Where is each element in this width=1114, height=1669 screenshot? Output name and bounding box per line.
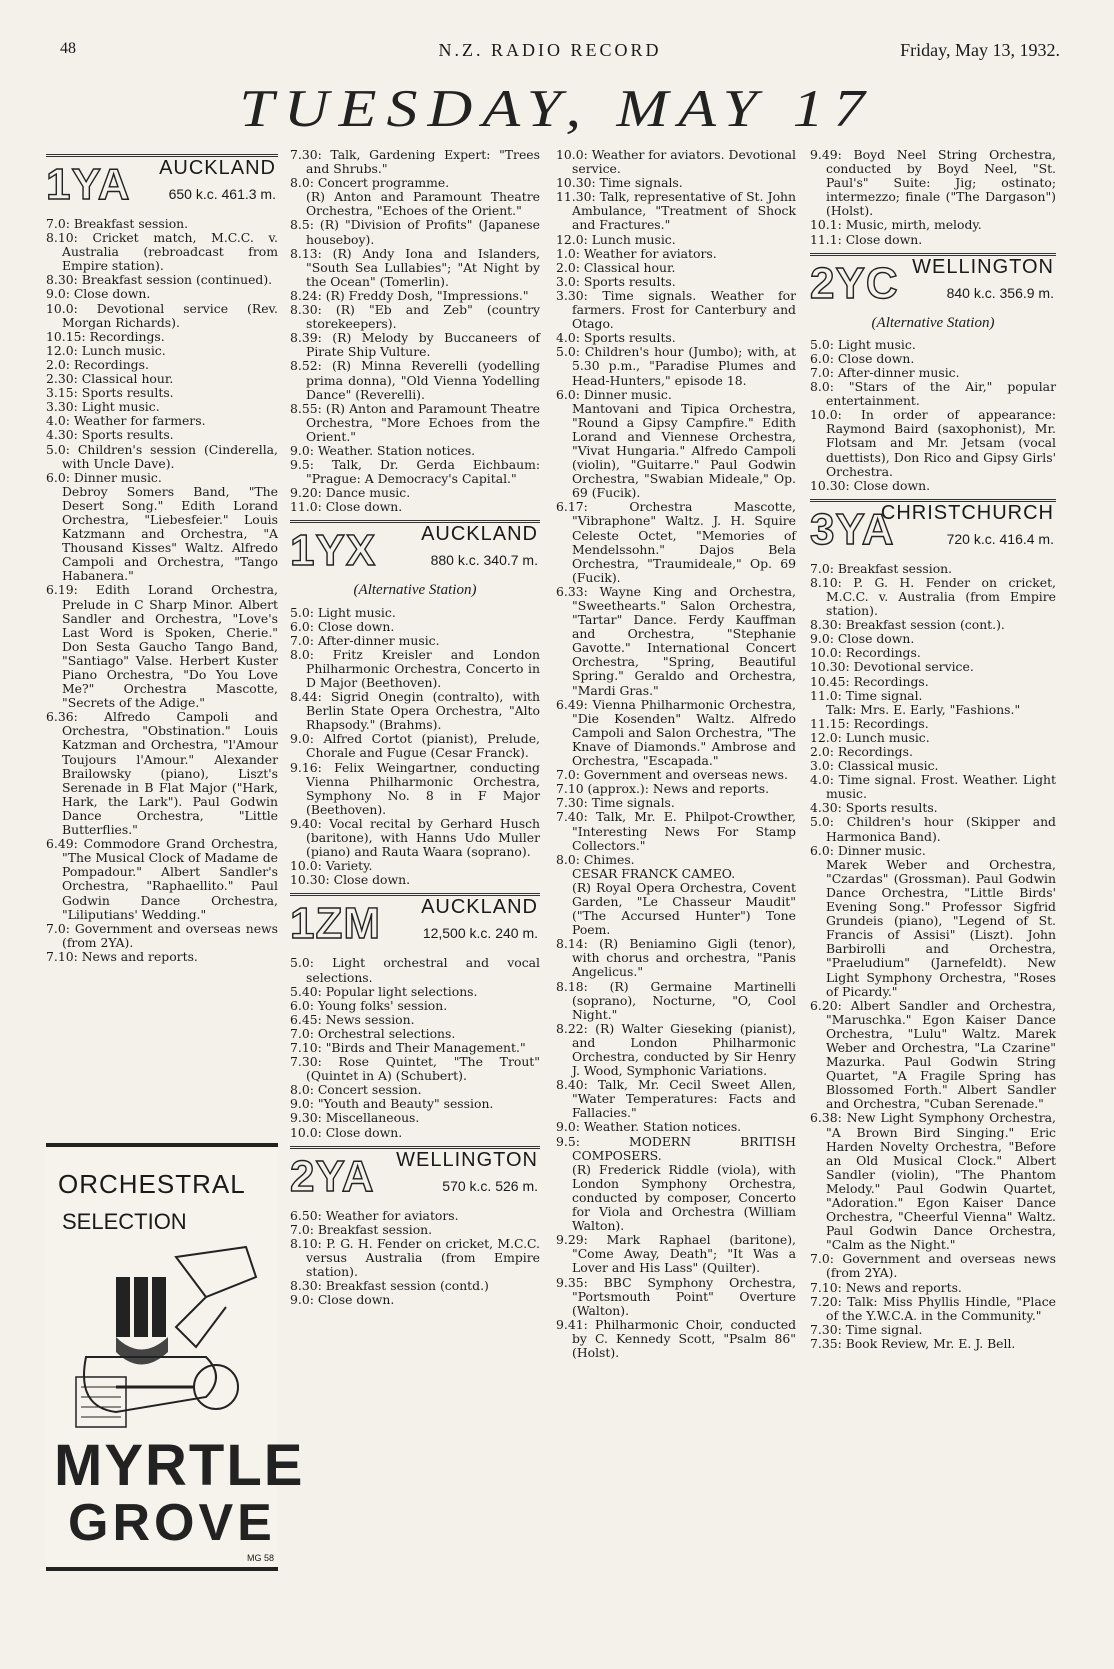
- program-entry: 5.40: Popular light selections.: [290, 983, 478, 999]
- program-entry: 8.0: Concert session.: [290, 1082, 422, 1098]
- program-list: [290, 1209, 540, 1308]
- program-entry: 10.45: Recordings.: [810, 673, 929, 689]
- program-entry: 9.35: BBC Symphony Orchestra, "Portsmouth Point" Overture (Walton).: [556, 1274, 796, 1318]
- program-entry: Marek Weber and Orchestra, "Czardas" (Grossman). Paul Godwin Dance Orchestra, "Little Birds' Evening Song." Professor Sigfrid Grundeis (piano), "Legend of St. Francis of Assisi" (Liszt). John Barbirolli and Orchestra, "Praeludium" (Jarnefeldt). New Light Symphony Orchestra, "Roses of Picardy.": [826, 856, 1056, 999]
- program-entry: 8.0: Chimes.: [556, 851, 635, 867]
- program-entry: 11.0: Close down.: [290, 499, 403, 515]
- program-entry: 4.0: Time signal. Frost. Weather. Light music.: [810, 772, 1056, 802]
- program-entry: 9.49: Boyd Neel String Orchestra, conducted by Boyd Neel, "St. Paul's" Suite: Jig; ostinato; intermezzo; finale ("The Dargason") (Holst).: [810, 147, 1056, 219]
- program-entry: 10.30: Close down.: [810, 477, 931, 493]
- program-entry: 2.0: Recordings.: [46, 356, 149, 372]
- program-entry: 8.10: P. G. H. Fender on cricket, M.C.C. v. Australia (from Empire station).: [810, 574, 1056, 619]
- program-entry: 8.30: Breakfast session (contd.): [290, 1278, 489, 1294]
- program-entry: 10.0: Weather for aviators. Devotional service.: [556, 147, 797, 177]
- program-entry: 9.0: Close down.: [290, 1292, 395, 1308]
- station-frequency: 720 k.c. 416.4 m.: [946, 530, 1054, 547]
- program-entry: 9.41: Philharmonic Choir, conducted by C. Kennedy Scott, "Psalm 86" (Holst).: [556, 1316, 796, 1360]
- station-header-2yc: [810, 253, 1056, 310]
- program-entry: 7.30: Rose Quintet, "The Trout" (Quintet in A) (Schubert).: [290, 1054, 540, 1084]
- program-entry: 11.30: Talk, representative of St. John Ambulance, "Treatment of Shock and Fractures.": [556, 189, 796, 233]
- program-entry: 11.0: Time signal.: [810, 687, 923, 703]
- program-entry: 3.15: Sports results.: [46, 385, 174, 401]
- program-entry: 7.20: Talk: Miss Phyllis Hindle, "Place of the Y.W.C.A. in the Community.": [810, 1293, 1056, 1323]
- program-list: [46, 217, 278, 964]
- advertisement: [46, 1143, 305, 1571]
- hand-trumpet-illustration: [56, 1237, 268, 1437]
- program-entry: 6.0: Dinner music.: [556, 386, 672, 402]
- program-entry: 2.30: Classical hour.: [46, 371, 174, 387]
- page-number: 48: [60, 40, 76, 57]
- program-entry: 6.49: Vienna Philharmonic Orchestra, "Die Kosenden" Waltz. Alfredo Campoli and Salon Orchestra, "The Knave of Diamonds." Ambrose and Orchestra, "Escapada.": [556, 696, 796, 769]
- program-entry: 8.55: (R) Anton and Paramount Theatre Orchestra, "More Echoes from the Orient.": [290, 400, 540, 444]
- program-entry: 6.0: Close down.: [810, 350, 915, 366]
- program-entry: 8.24: (R) Freddy Dosh, "Impressions.": [290, 287, 529, 303]
- station-call-sign: 1ZM: [290, 899, 381, 949]
- station-frequency: 840 k.c. 356.9 m.: [946, 284, 1054, 301]
- program-entry: 5.0: Children's hour (Jumbo); with, at 5.30 p.m., "Paradise Plumes and Head-Hunters," episode 18.: [556, 344, 796, 388]
- column-2: [290, 148, 540, 1307]
- program-entry: 10.15: Recordings.: [46, 328, 165, 344]
- program-entry: 6.0: Dinner music.: [46, 469, 162, 485]
- program-entry: 6.17: Orchestra Mascotte, "Vibraphone" Waltz. J. H. Squire Celeste Octet, "Memories of Mendelssohn." Dajos Bela Orchestra, "Traumideale," Op. 69 (Fucik).: [556, 499, 796, 585]
- program-entry: 7.0: Breakfast session.: [290, 1221, 433, 1237]
- program-entry: 7.0: Government and overseas news.: [556, 767, 788, 783]
- program-entry: 10.30: Time signals.: [556, 175, 683, 191]
- program-entry: 7.35: Book Review, Mr. E. J. Bell.: [810, 1335, 1016, 1351]
- program-entry: 3.0: Sports results.: [556, 273, 676, 289]
- station-header-1yx: [290, 520, 540, 577]
- program-entry: 12.0: Lunch music.: [556, 231, 676, 247]
- program-entry: 9.0: Weather. Station notices.: [556, 1119, 742, 1135]
- program-entry: 7.0: Government and overseas news (from 2YA).: [46, 920, 278, 950]
- program-entry: 8.39: (R) Melody by Buccaneers of Pirate Ship Vulture.: [290, 330, 540, 360]
- program-entry: 8.14: (R) Beniamino Gigli (tenor), with chorus and orchestra, "Panis Angelicus.": [556, 936, 796, 980]
- ad-line-myrtle: MYRTLE: [54, 1433, 305, 1498]
- station-call-sign: 3YA: [810, 504, 895, 554]
- column-4: [810, 148, 1056, 1351]
- program-entry: 8.30: Breakfast session (continued).: [46, 272, 273, 288]
- program-entry: 7.40: Talk, Mr. E. Philpot-Crowther, "Interesting News For Stamp Collectors.": [556, 809, 796, 853]
- program-entry: 10.30: Close down.: [290, 872, 411, 888]
- program-entry: 12.0: Lunch music.: [46, 342, 166, 358]
- program-entry: 5.0: Children's hour (Skipper and Harmonica Band).: [810, 814, 1056, 844]
- program-entry: (R) Royal Opera Orchestra, Covent Garden, "Le Chasseur Maudit" ("The Accursed Hunter") Tone Poem.: [572, 879, 796, 938]
- program-entry: 8.10: Cricket match, M.C.C. v. Australia (rebroadcast from Empire station).: [46, 230, 278, 274]
- program-entry: 1.0: Weather for aviators.: [556, 245, 717, 261]
- program-list: [810, 148, 1056, 247]
- program-entry: 6.20: Albert Sandler and Orchestra, "Maruschka." Egon Kaiser Dance Orchestra, "Lulu" Waltz. Marek Weber and Orchestra, "La Czarine" Mazurka. Paul Godwin String Quartet, "A Fragile Spring has Blossomed Forth." Albert Sandler and Orchestra, "Cuban Serenade.": [810, 997, 1056, 1112]
- program-entry: 8.13: (R) Andy Iona and Islanders, "South Sea Lullabies"; "At Night by the Ocean" (Tomerlin).: [290, 245, 540, 289]
- program-entry: Debroy Somers Band, "The Desert Song." Edith Lorand Orchestra, "Liebesfeier." Louis Katzmann and Orchestra, "A Thousand Kisses" Waltz. Alfredo Campoli and Orchestra, "Tango Habanera.": [62, 483, 278, 584]
- ad-line-orchestral: ORCHESTRAL: [58, 1169, 246, 1199]
- program-entry: 5.0: Light music.: [290, 604, 396, 620]
- program-entry: 2.0: Recordings.: [810, 744, 913, 759]
- station-city: AUCKLAND: [159, 157, 276, 179]
- program-entry: 9.29: Mark Raphael (baritone), "Come Away, Death"; "It Was a Lover and His Lass" (Quilter).: [556, 1232, 796, 1276]
- program-entry: 4.0: Sports results.: [556, 330, 676, 346]
- station-city: WELLINGTON: [912, 255, 1054, 278]
- station-call-sign: 1YA: [46, 160, 131, 209]
- station-header-3ya: [810, 499, 1056, 556]
- station-call-sign: 2YA: [290, 1151, 375, 1201]
- program-entry: 6.36: Alfredo Campoli and Orchestra, "Obstination." Louis Katzman and Orchestra, "l'Amour Toujours l'Amour." Alexander Brailowsky (piano), Liszt's Serenade in B Flat Major ("Hark, Hark, the Lark"). Paul Godwin Dance Orchestra, "Little Butterflies.": [46, 709, 278, 838]
- program-entry: 9.40: Vocal recital by Gerhard Husch (baritone), with Hanns Udo Muller (piano) and Rauta Waara (soprano).: [290, 815, 540, 860]
- program-entry: (R) Anton and Paramount Theatre Orchestra, "Echoes of the Orient.": [306, 189, 540, 219]
- program-entry: 4.0: Weather for farmers.: [46, 413, 206, 429]
- program-entry: 9.16: Felix Weingartner, conducting Vienna Philharmonic Orchestra, Symphony No. 8 in F Major (Beethoven).: [290, 759, 540, 817]
- program-entry: 2.0: Classical hour.: [556, 259, 676, 275]
- program-entry: 7.0: Breakfast session.: [810, 560, 953, 576]
- program-entry: 9.5: Talk, Dr. Gerda Eichbaum: "Prague: A Democracy's Capital.": [290, 457, 540, 487]
- program-entry: 10.1: Music, mirth, melody.: [810, 217, 982, 233]
- masthead: N.Z. RADIO RECORD: [438, 40, 662, 60]
- station-city: AUCKLAND: [421, 896, 538, 919]
- program-entry: 9.0: Close down.: [810, 631, 915, 647]
- program-entry: 6.38: New Light Symphony Orchestra, "A Brown Bird Singing." Eric Harden Novelty Orchestra, "Before an Old Musical Clock." Albert Sandler (violin), "The Phantom Melody." Paul Godwin Quartet, "Adoration." Egon Kaiser Dance Orchestra, "Cheerful Vienna" Waltz. Paul Godwin Dance Orchestra, "Calm as the Night.": [810, 1110, 1056, 1253]
- program-entry: CESAR FRANCK CAMEO.: [572, 865, 736, 881]
- program-entry: 10.0: Devotional service (Rev. Morgan Richards).: [46, 300, 278, 330]
- program-entry: 7.0: Orchestral selections.: [290, 1025, 456, 1041]
- program-entry: 7.0: Breakfast session.: [46, 216, 189, 231]
- program-entry: Talk: Mrs. E. Early, "Fashions.": [826, 701, 1021, 717]
- program-entry: 3.0: Classical music.: [810, 758, 939, 774]
- program-entry: 8.5: (R) "Division of Profits" (Japanese houseboy).: [290, 217, 540, 247]
- program-entry: 9.0: Close down.: [46, 286, 151, 302]
- program-entry: 10.0: In order of appearance: Raymond Baird (saxophonist), Mr. Flotsam and Mr. Jetsam (vocal duettists), Don Rico and Gipsy Girls' Orchestra.: [810, 407, 1056, 479]
- program-entry: 8.0: Concert programme.: [290, 175, 450, 191]
- station-frequency: 12,500 k.c. 240 m.: [422, 925, 538, 942]
- program-entry: 10.0: Variety.: [290, 858, 373, 874]
- program-entry: 4.30: Sports results.: [46, 427, 174, 443]
- program-entry: 8.0: "Stars of the Air," popular entertainment.: [810, 379, 1056, 409]
- program-entry: 6.49: Commodore Grand Orchestra, "The Musical Clock of Madame de Pompadour." Albert Sandler's Orchestra, "Raphaellito." Paul Godwin Dance Orchestra, "Liliputians' Wedding.": [46, 836, 278, 922]
- station-header-1zm: [290, 893, 540, 950]
- program-entry: 10.0: Close down.: [290, 1124, 403, 1140]
- program-entry: 5.0: Light orchestral and vocal selections.: [290, 955, 540, 985]
- program-list: [810, 562, 1056, 1351]
- program-entry: 7.0: Government and overseas news (from 2YA).: [810, 1251, 1056, 1281]
- day-title: TUESDAY, MAY 17: [239, 80, 875, 138]
- program-entry: 12.0: Lunch music.: [810, 729, 930, 745]
- program-list: [556, 148, 796, 1360]
- program-entry: 10.30: Devotional service.: [810, 659, 974, 675]
- program-entry: (R) Frederick Riddle (viola), with London Symphony Orchestra, conducted by composer, Concerto for Viola and Orchestra (William Walton).: [572, 1161, 796, 1234]
- program-entry: 9.0: "Youth and Beauty" session.: [290, 1096, 494, 1112]
- alternative-station-label: (Alternative Station): [353, 582, 477, 599]
- program-entry: 7.30: Talk, Gardening Expert: "Trees and Shrubs.": [290, 147, 540, 177]
- station-call-sign: 1YX: [290, 526, 377, 576]
- program-entry: 8.30: (R) "Eb and Zeb" (country storekeepers).: [290, 302, 540, 332]
- program-entry: 5.0: Light music.: [810, 336, 916, 352]
- program-entry: 7.0: After-dinner music.: [810, 364, 960, 380]
- ad-credit: MG 58: [246, 1553, 274, 1563]
- program-entry: 7.10: News and reports.: [810, 1279, 962, 1295]
- program-list: [290, 148, 540, 514]
- program-entry: 6.19: Edith Lorand Orchestra, Prelude in C Sharp Minor. Albert Sandler and Orchestra, "Love's Last Word is Spoken, Cherie." Don Sesta Gaucho Tango Band, "Santiago" Valse. Herbert Kuster Piano Orchestra, "Do You Love Me?" Orchestra Mascotte, "Secrets of the Adige.": [46, 582, 278, 711]
- ad-line-selection: SELECTION: [62, 1209, 187, 1234]
- program-entry: 9.30: Miscellaneous.: [290, 1110, 420, 1126]
- station-frequency: 880 k.c. 340.7 m.: [430, 552, 538, 569]
- program-entry: 8.40: Talk, Mr. Cecil Sweet Allen, "Water Temperatures: Facts and Fallacies.": [556, 1077, 796, 1121]
- program-entry: 8.44: Sigrid Onegin (contralto), with Berlin State Opera Orchestra, "Alto Rhapsody." (Brahms).: [290, 689, 540, 733]
- program-list: [810, 338, 1056, 493]
- station-frequency: 650 k.c. 461.3 m.: [168, 186, 276, 202]
- station-frequency: 570 k.c. 526 m.: [442, 1177, 538, 1194]
- program-entry: 6.45: News session.: [290, 1011, 415, 1027]
- program-entry: 7.0: After-dinner music.: [290, 632, 440, 648]
- program-entry: 10.0: Recordings.: [810, 645, 921, 661]
- station-city: WELLINGTON: [396, 1148, 538, 1171]
- program-entry: 6.0: Dinner music.: [810, 842, 926, 858]
- program-entry: 9.5: MODERN BRITISH COMPOSERS.: [556, 1133, 796, 1163]
- program-list: [290, 606, 540, 888]
- station-city: AUCKLAND: [421, 523, 538, 546]
- column-3: [556, 148, 796, 1360]
- program-entry: 7.30: Time signal.: [810, 1321, 923, 1337]
- program-entry: 11.1: Close down.: [810, 231, 923, 247]
- program-entry: 8.22: (R) Walter Gieseking (pianist), and London Philharmonic Orchestra, conducted by Sir Henry J. Wood, Symphonic Variations.: [556, 1020, 796, 1079]
- program-entry: 6.33: Wayne King and Orchestra, "Sweethearts." Salon Orchestra, "Tartar" Dance. Ferdy Kauffman and Orchestra, "Stephanie Gavotte." International Concert Orchestra, "Spring, Beautiful Spring." Geraldo and Orchestra, "Mardi Gras.": [556, 583, 796, 698]
- program-entry: 5.0: Children's session (Cinderella, with Uncle Dave).: [46, 441, 278, 471]
- program-entry: 7.10: News and reports.: [46, 948, 198, 964]
- program-entry: 8.0: Fritz Kreisler and London Philharmonic Orchestra, Concerto in D Major (Beethoven).: [290, 646, 540, 690]
- station-call-sign: 2YC: [810, 258, 899, 308]
- program-entry: 6.50: Weather for aviators.: [290, 1207, 459, 1223]
- column-1: [46, 148, 278, 964]
- ad-line-grove: GROVE: [68, 1494, 276, 1552]
- program-entry: 9.0: Weather. Station notices.: [290, 442, 476, 458]
- program-entry: 3.30: Light music.: [46, 399, 160, 415]
- program-entry: 9.20: Dance music.: [290, 485, 411, 501]
- program-entry: 7.10: "Birds and Their Management.": [290, 1039, 526, 1055]
- program-entry: 9.0: Alfred Cortot (pianist), Prelude, Chorale and Fugue (Cesar Franck).: [290, 731, 540, 761]
- program-entry: 3.30: Time signals. Weather for farmers. Frost for Canterbury and Otago.: [556, 287, 796, 332]
- station-city: CHRISTCHURCH: [880, 501, 1054, 524]
- program-entry: 8.18: (R) Germaine Martinelli (soprano), Nocturne, "O, Cool Night.": [556, 978, 796, 1022]
- program-entry: 11.15: Recordings.: [810, 715, 929, 731]
- program-entry: 7.30: Time signals.: [556, 795, 675, 811]
- station-header-1ya: [46, 154, 278, 211]
- alternative-station-label: (Alternative Station): [871, 314, 995, 331]
- program-entry: 7.10 (approx.): News and reports.: [556, 781, 770, 797]
- program-list: [290, 956, 540, 1139]
- program-entry: 8.30: Breakfast session (cont.).: [810, 617, 1005, 633]
- program-entry: 6.0: Young folks' session.: [290, 997, 448, 1013]
- issue-date: Friday, May 13, 1932.: [900, 40, 1060, 60]
- page-header: [40, 38, 1060, 68]
- program-entry: 6.0: Close down.: [290, 618, 395, 634]
- program-entry: Mantovani and Tipica Orchestra, "Round a Gipsy Campfire." Edith Lorand and Viennese Orchestra, "Vivat Hungaria." Alfredo Campoli (violin), "Guitarre." Paul Godwin Orchestra, "Swabian Mideale," Op. 69 (Fucik).: [572, 400, 796, 501]
- program-entry: 4.30: Sports results.: [810, 800, 938, 816]
- station-header-2ya: [290, 1146, 540, 1203]
- program-entry: 8.52: (R) Minna Reverelli (yodelling prima donna), "Old Vienna Yodelling Dance" (Reverelli).: [290, 358, 540, 402]
- program-entry: 8.10: P. G. H. Fender on cricket, M.C.C. versus Australia (from Empire station).: [290, 1235, 540, 1279]
